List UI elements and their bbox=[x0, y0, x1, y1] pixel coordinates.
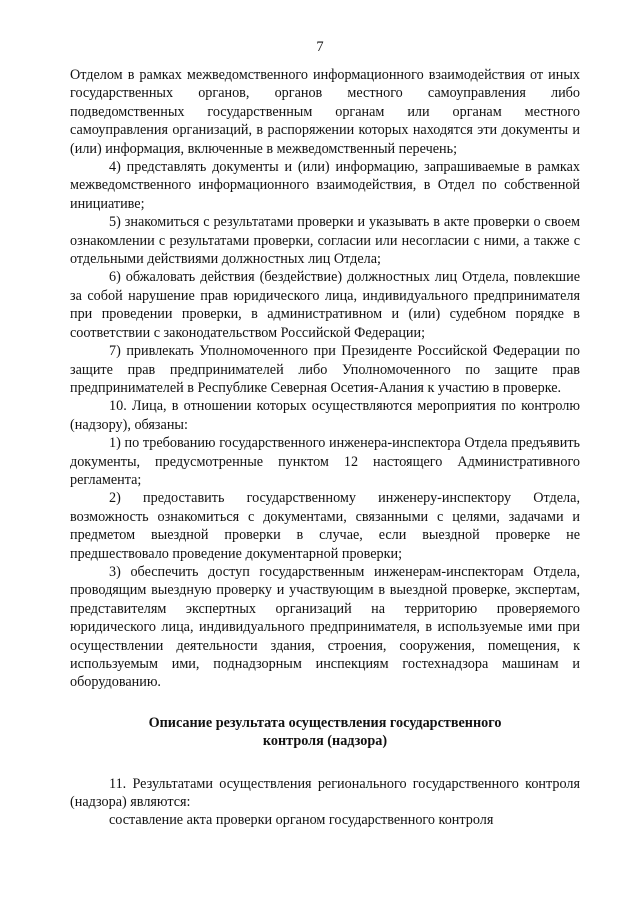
section-heading bbox=[70, 714, 580, 751]
paragraph: составление акта проверки органом государственного контроля bbox=[109, 812, 494, 829]
page-number: 7 bbox=[316, 39, 324, 55]
section-heading-line-1: Описание результата осуществления государственного bbox=[148, 714, 502, 731]
body-text-bottom bbox=[70, 775, 580, 830]
paragraph: 6) обжаловать действия (бездействие) должностных лиц Отдела, повлекшие за собой нарушение прав юридического лица, индивидуального предпринимателя при проведении проверки, в административном и (или) судебном порядке в соответствии с законодательством Российской Федерации; bbox=[70, 269, 580, 341]
paragraph: 2) предоставить государственному инженеру-инспектору Отдела, возможность ознакомиться с документами, связанными с целями, задачами и предметом выездной проверки в случае, если выездной проверке не предшествовало проведение документарной проверки; bbox=[70, 490, 580, 562]
section-heading-line-2: контроля (надзора) bbox=[262, 733, 388, 750]
paragraph: 7) привлекать Уполномоченного при Президенте Российской Федерации по защите прав предпринимателей либо Уполномоченного по защите прав предпринимателей в Республике Северная Осетия-Алания к участию в проверке. bbox=[70, 343, 580, 396]
paragraph: 1) по требованию государственного инженера-инспектора Отдела предъявить документы, предусмотренные пунктом 12 настоящего Административного регламента; bbox=[70, 435, 580, 488]
paragraph: 4) представлять документы и (или) информацию, запрашиваемые в рамках межведомственного информационного взаимодействия, в Отдел по собственной инициативе; bbox=[70, 159, 580, 212]
paragraph: 3) обеспечить доступ государственным инженерам-инспекторам Отдела, проводящим выездную проверку и участвующим в выездной проверке, экспертам, представителям экспертных организаций на территорию проверяемого юридического лица, индивидуального предпринимателя, в используемые ими при осуществлении деятельности здания, строения, сооружения, помещения, к используемым ими, поднадзорным инспекциям гостехнадзора машинам и оборудованию. bbox=[70, 563, 580, 691]
body-text-top bbox=[70, 66, 580, 692]
paragraph: 5) знакомиться с результатами проверки и указывать в акте проверки о своем ознакомлении с результатами проверки, согласии или несогласии с ними, а также с отдельными действиями должностных лиц Отдела; bbox=[70, 214, 580, 268]
paragraph: 11. Результатами осуществления регионального государственного контроля (надзора) являются: bbox=[70, 775, 580, 811]
paragraph: 10. Лица, в отношении которых осуществляются мероприятия по контролю (надзору), обязаны: bbox=[70, 398, 580, 433]
document-body bbox=[70, 66, 580, 830]
paragraph: Отделом в рамках межведомственного информационного взаимодействия от иных государственных органов, органов местного самоуправления либо подведомственных государственным органам или органам местного самоуправления организаций, в распоряжении которых находятся эти документы и (или) информация, включенные в межведомственный перечень; bbox=[70, 67, 580, 157]
